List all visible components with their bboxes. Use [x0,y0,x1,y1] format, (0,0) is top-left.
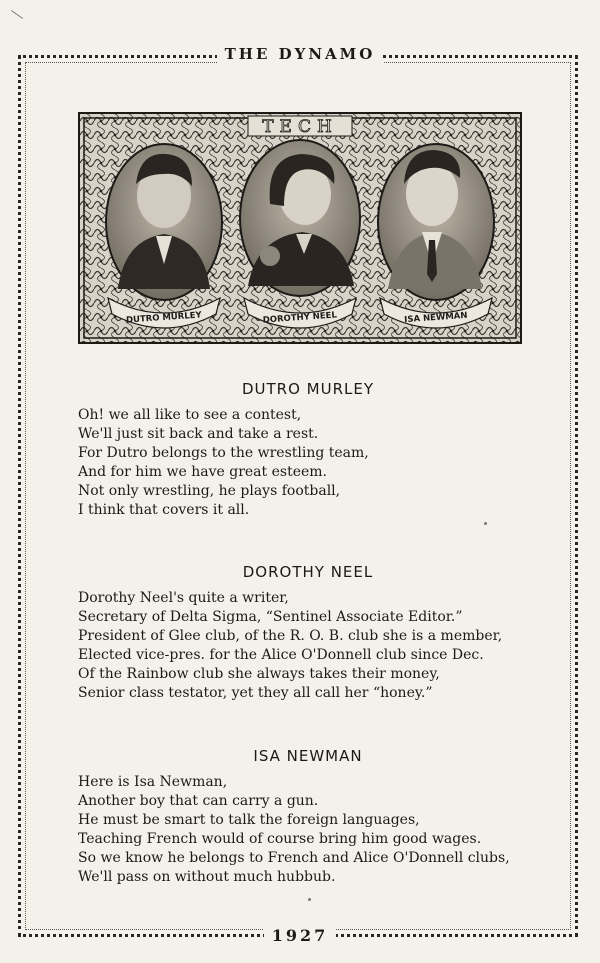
verse-line: We'll pass on without much hubbub. [78,869,336,885]
verse-line: Of the Rainbow club she always takes their money, [78,666,440,682]
verse-line: Elected vice-pres. for the Alice O'Donnell club since Dec. [78,647,484,663]
portrait-dutro-murley [106,144,222,300]
verse-line: Teaching French would of course bring him good wages. [78,831,482,847]
verse-line: Here is Isa Newman, [78,774,228,790]
verse-line: Dorothy Neel's quite a writer, [78,590,289,606]
section-dorothy-neel [78,563,538,703]
section-heading: ISA NEWMAN [253,747,363,765]
verse-line: And for him we have great esteem. [78,464,327,480]
caption-dorothy-neel: DOROTHY NEEL [262,310,338,326]
verse-line: Secretary of Delta Sigma, “Sentinel Associate Editor.” [78,609,463,625]
section-heading: DOROTHY NEEL [242,563,374,581]
verse-line: Oh! we all like to see a contest, [78,407,302,423]
verse-line: I think that covers it all. [78,502,250,518]
section-isa-newman [78,747,538,887]
ink-speck [308,898,311,901]
section-heading: DUTRO MURLEY [241,380,375,398]
verse-line: Another boy that can carry a gun. [78,793,319,809]
section-dutro-murley [78,380,538,520]
crest-text: TECH [262,117,338,137]
verse-line: Senior class testator, yet they all call her “honey.” [78,685,433,701]
verse-line: President of Glee club, of the R. O. B. club she is a member, [78,628,503,644]
verse-line: He must be smart to talk the foreign languages, [78,812,420,828]
portrait-isa-newman [378,144,494,300]
portrait-panel [78,112,522,344]
header-title: THE DYNAMO [217,45,384,63]
caption-dutro-murley: DUTRO MURLEY [125,310,203,326]
caption-isa-newman: ISA NEWMAN [403,310,468,326]
corner-mark [11,10,23,19]
verse-line: Not only wrestling, he plays football, [78,483,341,499]
verse-line: For Dutro belongs to the wrestling team, [78,445,369,461]
portrait-dorothy-neel [240,140,360,296]
running-header [0,45,600,63]
ink-speck [484,522,487,525]
verse-line: We'll just sit back and take a rest. [78,426,319,442]
verse-line: So we know he belongs to French and Alice O'Donnell clubs, [78,850,510,866]
ornamental-frame [80,114,520,342]
running-footer [0,926,600,945]
footer-year: 1927 [264,926,337,945]
